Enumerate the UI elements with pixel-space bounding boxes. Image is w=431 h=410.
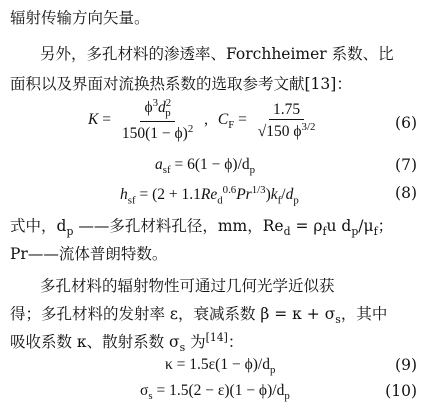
text-line-2: 另外，多孔材料的渗透率、Forchheimer 系数、比 [40,45,394,63]
paragraph-line-2: 得；多孔材料的发射率 ε，衰减系数 $\beta = \kappa + \sigma_s$，其中 [10,305,388,327]
text-line-3: 面积以及界面对流换热系数的选取参考文献[13]： [10,75,352,93]
equation-7: $a_{sf} = 6(1 - \phi)/d_p$ [155,156,256,177]
equation-7-rhs: 6(1 − ϕ)/d [187,156,250,173]
equation-6: K = $\frac{\phi^3d^2_p}{150(1 - \phi)^2}$ , $C_F$ = $\frac{1.75}{√150 \phi^{3/2}}$ [88,98,322,142]
equation-number-9: (9) [395,356,417,374]
paragraph-line-1: 多孔材料的辐射物性可通过几何光学近似获 [40,277,335,295]
text-line-1: 辐射传输方向矢量。 [10,9,150,27]
equation-number-7: (7) [395,156,417,174]
paragraph-line-3: 吸收系数 κ、散射系数 $\sigma_s$ 为[14]： [10,330,244,355]
definition-line-1: 式中，$d_p$ ——多孔材料孔径，mm，$Re_d = \rho_fu$ $d_p/\mu_f$； [10,217,394,239]
fraction-cf: $\frac{1.75}{√150 \phi^{3/2}}$ [257,100,316,140]
equation-9: $\kappa = 1.5\varepsilon(1 - \phi)/d_p$ [165,356,276,377]
equation-number-6: (6) [395,114,417,132]
equation-number-10: (10) [385,382,417,400]
fraction-k: $\frac{\phi^3d^2_p}{150(1 - \phi)^2}$ [121,97,194,143]
equation-8: $h_{sf} = (2 + 1.1Re_d^{0.6}Pr^{1/3})k_f/d_p$ [120,184,299,207]
definition-line-2: Pr——流体普朗特数。 [10,245,168,263]
equation-10: $\sigma_s = 1.5(2 - \varepsilon)(1 - \phi)/d_p$ [140,382,290,403]
equation-number-8: (8) [395,184,417,202]
